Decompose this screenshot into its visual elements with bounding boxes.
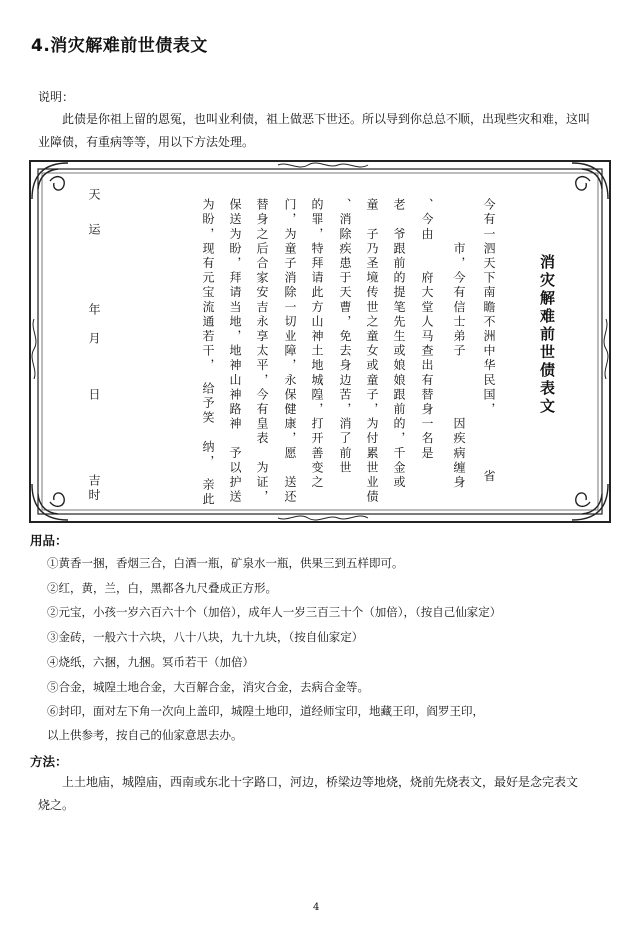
page-title: 4.消灾解难前世债表文 [31,36,208,56]
scroll-column-2: 市，今有信士弟子 因疾病缠身 [452,198,466,490]
method-line-1: 上土地庙，城隍庙，西南或东北十字路口，河边，桥梁边等地烧，烧前先烧表文，最好是念完表文 [62,775,579,789]
scroll-column-1: 今有一泗天下南瞻不洲中华民国， 省 [482,198,496,484]
scroll-column-10: 保送为盼，拜请当地，地神山神路神 予以护送 [228,198,242,505]
scroll-column-8: 门，为童子消除一切业障，永保健康，愿 送还 [283,198,297,505]
material-item: ④烧纸，六捆，九捆。冥币若干（加倍） [47,655,254,669]
intro-line-2: 业障债，有重病等等，用以下方法处理。 [38,135,255,149]
material-item: ⑤合金，城隍土地合金，大百解合金，消灾合金，去病合金等。 [47,680,369,694]
scroll-column-9: 替身之后合家安吉永享太平，今有皇表 为证， [255,198,269,505]
intro-line-1: 此债是你祖上留的恩冤，也叫业利债，祖上做恶下世还。所以导到你总总不顺，出现些灾和难，这叫 [62,112,591,126]
intro-label: 说明： [38,90,75,104]
scroll-column-11: 为盼，现有元宝流通若干， 给予笑 纳， 亲此 [201,198,215,508]
page-number: 4 [313,902,320,913]
method-label: 方法： [30,754,68,769]
material-item: ⑥封印，面对左下角一次向上盖印，城隍土地印，道经师宝印，地藏王印，阎罗王印， [47,704,484,718]
scroll-column-3: 、今由 府大堂人马查出有替身一名是 [420,198,434,461]
material-item: ②红，黄，兰，白，黑都各九尺叠成正方形。 [47,581,277,595]
material-item: ③金砖，一般六十六块，八十八块，九十九块，（按自仙家定） [47,630,364,644]
date-tian: 天 [87,188,101,203]
material-item: ②元宝，小孩一岁六百六十个（加倍），成年人一岁三百三十个（加倍），（按自己仙家定） [47,605,502,619]
date-yun: 运 [87,223,101,238]
materials-label: 用品： [30,533,68,548]
scroll-column-4: 老 爷跟前的提笔先生或娘娘跟前的，千金或 [392,198,406,490]
method-line-2: 烧之。 [38,798,75,812]
scroll-column-7: 的罪，特拜请此方山神土地城隍，打开善变之 [310,198,324,490]
date-time: 吉时 [87,474,101,504]
scroll-column-5: 童 子乃圣境传世之童女或童子，为付累世业债 [365,198,379,505]
date-day: 日 [87,388,101,403]
date-year: 年 [87,303,101,318]
material-item: 以上供参考，按自己的仙家意思去办。 [47,728,243,742]
scroll-title: 消灾解难前世债表文 [538,254,556,416]
material-item: ①黄香一捆，香烟三合，白酒一瓶，矿泉水一瓶，供果三到五样即可。 [47,556,404,570]
date-month: 月 [87,332,101,347]
scroll-column-6: 、消除疾患于天曹，免去身边苦，消了前世 [338,198,352,476]
